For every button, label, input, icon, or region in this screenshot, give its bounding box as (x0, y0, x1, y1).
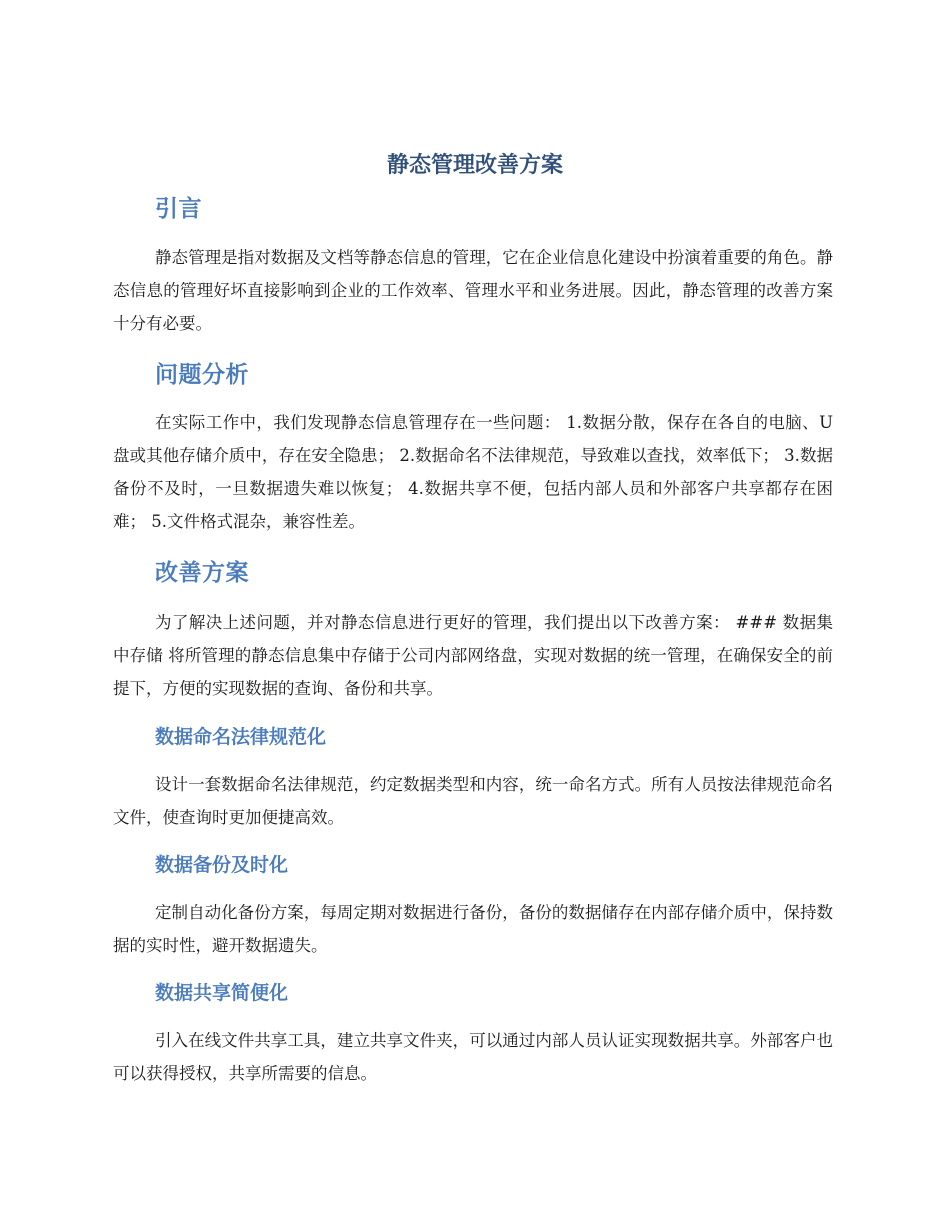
subsection-paragraph-backup: 定制自动化备份方案，每周定期对数据进行备份，备份的数据储存在内部存储介质中，保持数据的实时性，避开数据遗失。 (113, 903, 833, 955)
section-paragraph-problem-analysis: 在实际工作中，我们发现静态信息管理存在一些问题： 1.数据分散，保存在各自的电脑、U盘或其他存储介质中，存在安全隐患； 2.数据命名不法律规范，导致难以查找，效率低下； 3.数据备份不及时，一旦数据遗失难以恢复； 4.数据共享不便，包括内部人员和外部客户共享都存在困难； 5.文件格式混杂，兼容性差。 (113, 413, 833, 531)
section-paragraph-improvement-plan: 为了解决上述问题，并对静态信息进行更好的管理，我们提出以下改善方案： ### 数据集中存储 将所管理的静态信息集中存储于公司内部网络盘，实现对数据的统一管理，在确保安全的前提下，方便的实现数据的查询、备份和共享。 (113, 613, 833, 698)
subsection-paragraph-sharing: 引入在线文件共享工具，建立共享文件夹，可以通过内部人员认证实现数据共享。外部客户也可以获得授权，共享所需要的信息。 (113, 1031, 833, 1083)
section-heading-improvement-plan: 改善方案 (155, 560, 249, 586)
subsection-heading-sharing: 数据共享简便化 (155, 982, 289, 1004)
document-title: 静态管理改善方案 (386, 153, 563, 178)
subsection-heading-backup: 数据备份及时化 (155, 854, 289, 876)
section-paragraph-introduction: 静态管理是指对数据及文档等静态信息的管理，它在企业信息化建设中扮演着重要的角色。静态信息的管理好坏直接影响到企业的工作效率、管理水平和业务进展。因此，静态管理的改善方案十分有必要。 (113, 248, 833, 333)
section-heading-problem-analysis: 问题分析 (155, 362, 249, 388)
subsection-heading-naming: 数据命名法律规范化 (155, 726, 327, 748)
subsection-paragraph-naming: 设计一套数据命名法律规范，约定数据类型和内容，统一命名方式。所有人员按法律规范命名文件，使查询时更加便捷高效。 (113, 775, 833, 827)
section-heading-introduction: 引言 (155, 196, 202, 222)
